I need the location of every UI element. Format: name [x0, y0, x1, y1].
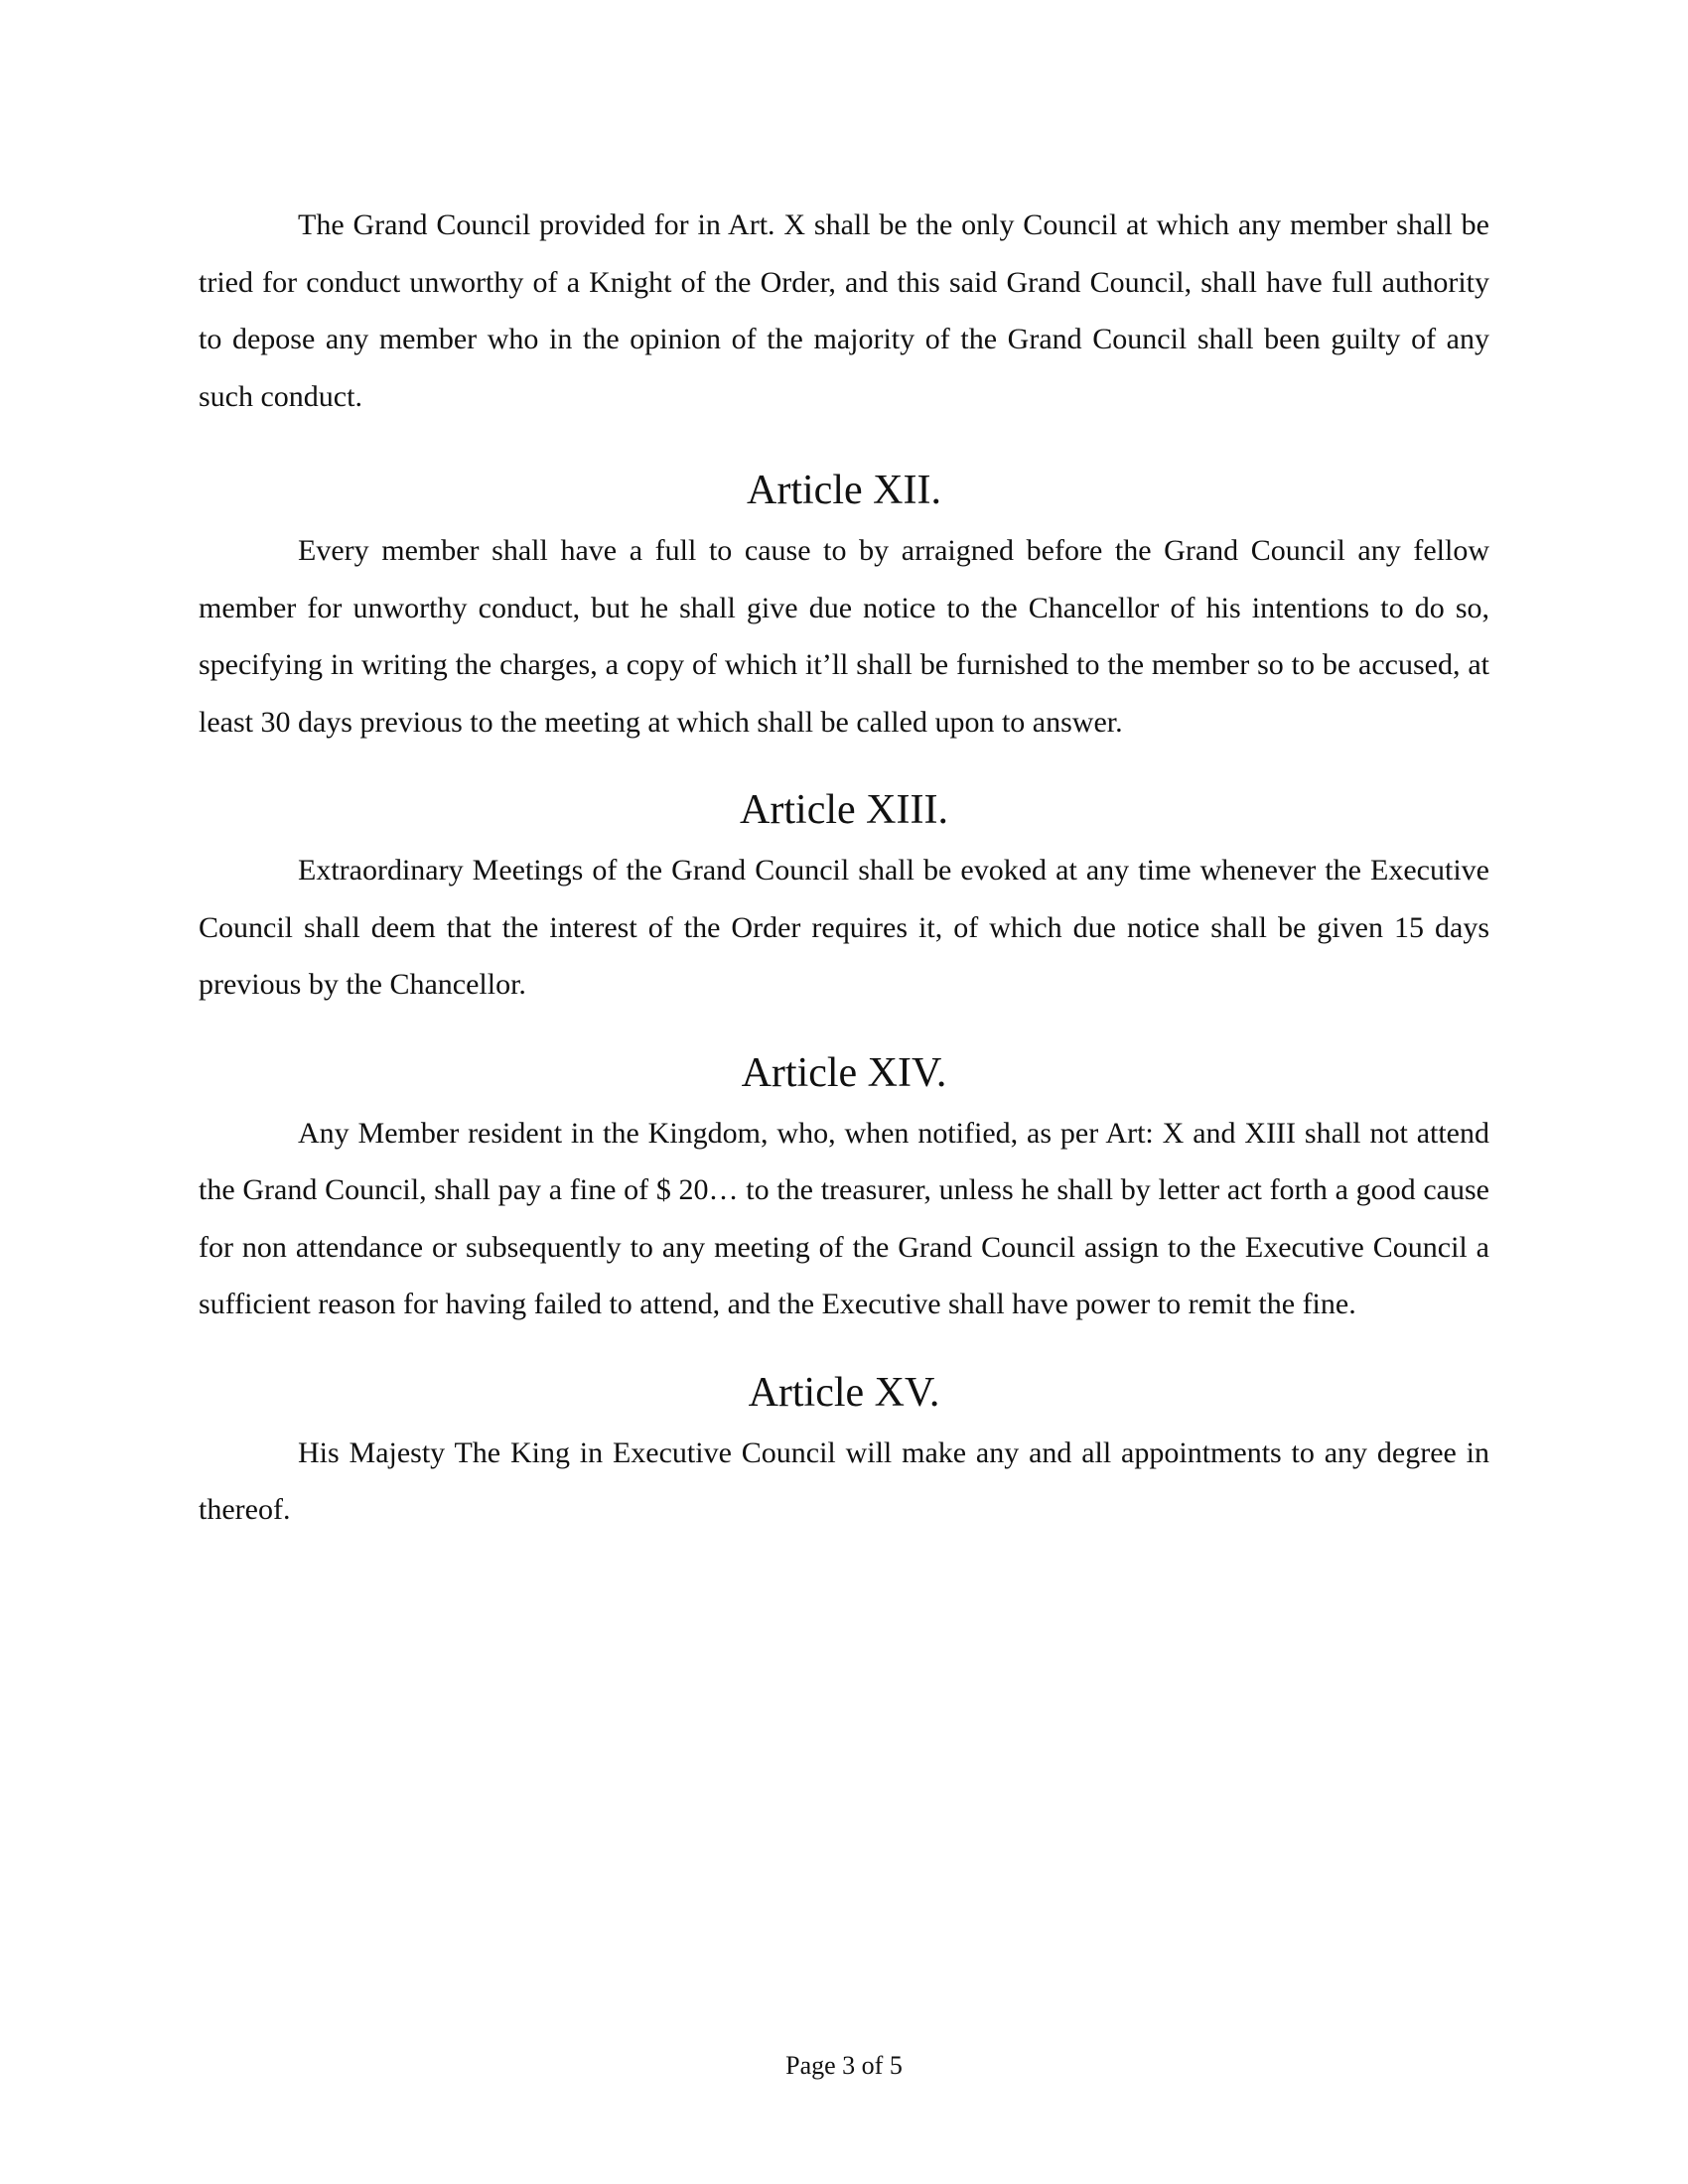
article-xii-text: Every member shall have a full to cause to by arraigned before the Grand Council any fellow member for unworthy conduct, but he shall give due notice to the Chancellor of his intentions to do so, specifying in writing the charges, a copy of which it’ll shall be furnished to the member so to be accused, at least 30 days previous to the meeting at which shall be called upon to answer.: [199, 534, 1489, 739]
article-xiv-heading: Article XIV.: [741, 1049, 947, 1096]
article-xiv-text: Any Member resident in the Kingdom, who, when notified, as per Art: X and XIII shall not attend the Grand Council, shall pay a fine of $ 20… to the treasurer, unless he shall by letter act forth a good cause for non attendance or subsequently to any meeting of the Grand Council assign to the Executive Council a sufficient reason for having failed to attend, and the Executive shall have power to remit the fine.: [199, 1116, 1489, 1320]
article-xiii-text: Extraordinary Meetings of the Grand Council shall be evoked at any time whenever the Executive Council shall deem that the interest of the Order requires it, of which due notice shall be given 15 days previous by the Chancellor.: [199, 854, 1489, 1001]
article-xiii-heading: Article XIII.: [740, 787, 948, 833]
page-number: Page 3 of 5: [785, 2051, 903, 2080]
intro-paragraph: The Grand Council provided for in Art. X shall be the only Council at which any member shall be tried for conduct unworthy of a Knight of the Order, and this said Grand Council, shall have full authority to depose any member who in the opinion of the majority of the Grand Council shall been guilty of any such conduct.: [199, 208, 1489, 413]
article-xv-text: His Majesty The King in Executive Council will make any and all appointments to any degree in thereof.: [199, 1435, 1489, 1526]
document-page: [199, 197, 1489, 1539]
article-xv-heading: Article XV.: [748, 1369, 940, 1416]
article-xii-heading: Article XII.: [747, 468, 941, 513]
